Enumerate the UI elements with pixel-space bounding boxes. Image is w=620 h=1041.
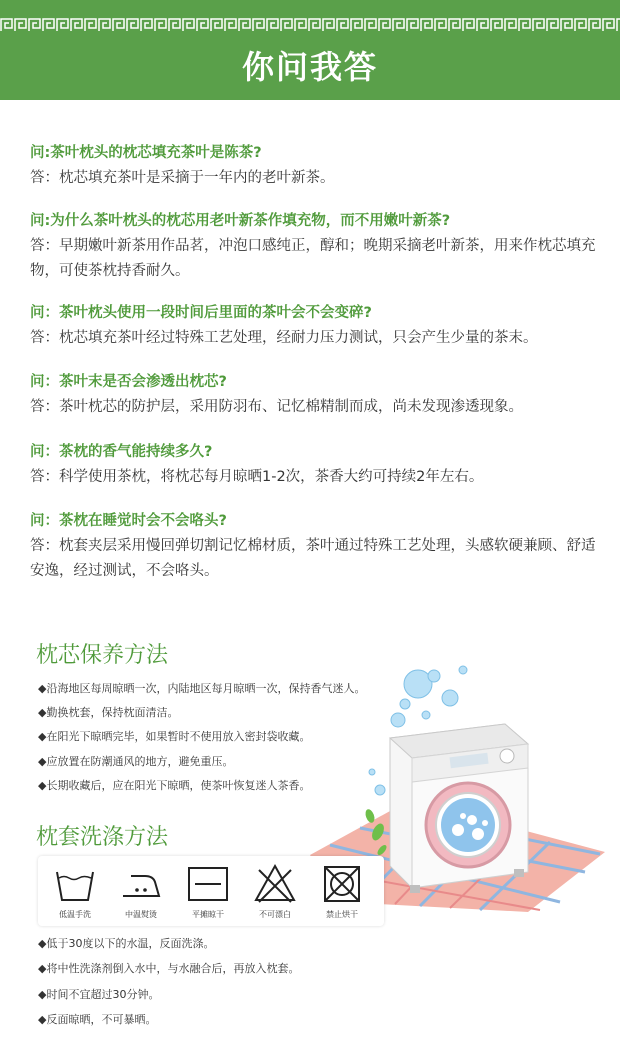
- no-tumble-dry-icon: [320, 862, 364, 906]
- symbol-label: 低温手洗: [59, 910, 91, 919]
- list-item: ◆低于30度以下的水温，反面洗涤。: [38, 937, 215, 950]
- list-item: ◆应放置在防潮通风的地方，避免重压。: [38, 754, 234, 768]
- answer: 答：枕芯填充茶叶经过特殊工艺处理，经耐力压力测试，只会产生少量的茶末。: [30, 330, 538, 346]
- answer: 答：科学使用茶枕，将枕芯每月晾晒1-2次，茶香大约可持续2年左右。: [30, 469, 484, 485]
- list-item: ◆反面晾晒，不可暴晒。: [38, 1012, 157, 1026]
- question: 问：茶枕的香气能持续多久?: [30, 444, 213, 460]
- qa-item: [30, 209, 600, 284]
- symbol-item: [310, 856, 374, 926]
- qa-item: [30, 509, 600, 584]
- dry-flat-icon: [186, 862, 230, 906]
- header-banner: [0, 0, 620, 100]
- wash-list: [38, 931, 299, 1032]
- qa-item: [30, 301, 600, 351]
- laundry-symbols: [38, 856, 384, 926]
- symbol-label: 平摊晾干: [192, 910, 224, 919]
- care-section-title: 枕芯保养方法: [36, 643, 169, 668]
- meander-border: [0, 18, 620, 32]
- iron-icon: [119, 862, 163, 906]
- question: 问：茶叶末是否会渗透出枕芯?: [30, 374, 227, 390]
- symbol-item: [243, 856, 307, 926]
- list-item: ◆在阳光下晾晒完毕，如果暂时不使用放入密封袋收藏。: [38, 730, 311, 744]
- question: 问:为什么茶叶枕头的枕芯用老叶新茶作填充物，而不用嫩叶新茶?: [30, 213, 451, 229]
- list-item: ◆将中性洗涤剂倒入水中，与水融合后，再放入枕套。: [38, 962, 300, 976]
- list-item: ◆勤换枕套，保持枕面清洁。: [38, 706, 179, 720]
- question: 问：茶枕在睡觉时会不会咯头?: [30, 513, 227, 529]
- list-item: ◆长期收藏后，应在阳光下晾晒，使茶叶恢复迷人茶香。: [38, 778, 311, 792]
- list-item: ◆时间不宜超过30分钟。: [38, 987, 160, 1001]
- list-item: ◆沿海地区每周晾晒一次，内陆地区每月晾晒一次，保持香气迷人。: [38, 682, 366, 695]
- qa-item: [30, 141, 600, 191]
- wash-section-title: 枕套洗涤方法: [36, 825, 169, 850]
- symbol-label: 中温熨烫: [125, 910, 157, 919]
- answer: 答：茶叶枕芯的防护层，采用防羽布、记忆棉精制而成，尚未发现渗透现象。: [30, 399, 523, 415]
- question: 问：茶叶枕头使用一段时间后里面的茶叶会不会变碎?: [30, 305, 372, 321]
- hand-wash-icon: [53, 862, 97, 906]
- no-bleach-icon: [253, 862, 297, 906]
- symbol-item: [109, 856, 173, 926]
- symbol-label: 禁止烘干: [326, 910, 358, 919]
- care-list: [38, 677, 378, 798]
- answer: 答：枕套夹层采用慢回弹切割记忆棉材质，茶叶通过特殊工艺处理，头感软硬兼顾、舒适安逸，经过测试，不会咯头。: [30, 538, 596, 579]
- symbol-item: [176, 856, 240, 926]
- symbol-label: 不可漂白: [259, 910, 291, 919]
- answer: 答：早期嫩叶新茶用作品茗，冲泡口感纯正，醇和；晚期采摘老叶新茶，用来作枕芯填充物，可使茶枕持香耐久。: [30, 238, 596, 279]
- symbol-item: [43, 856, 107, 926]
- page-title: 你问我答: [241, 48, 378, 86]
- qa-item: [30, 370, 600, 420]
- answer: 答：枕芯填充茶叶是采摘于一年内的老叶新茶。: [30, 170, 335, 186]
- question: 问:茶叶枕头的枕芯填充茶叶是陈茶?: [30, 145, 262, 161]
- qa-item: [30, 440, 600, 490]
